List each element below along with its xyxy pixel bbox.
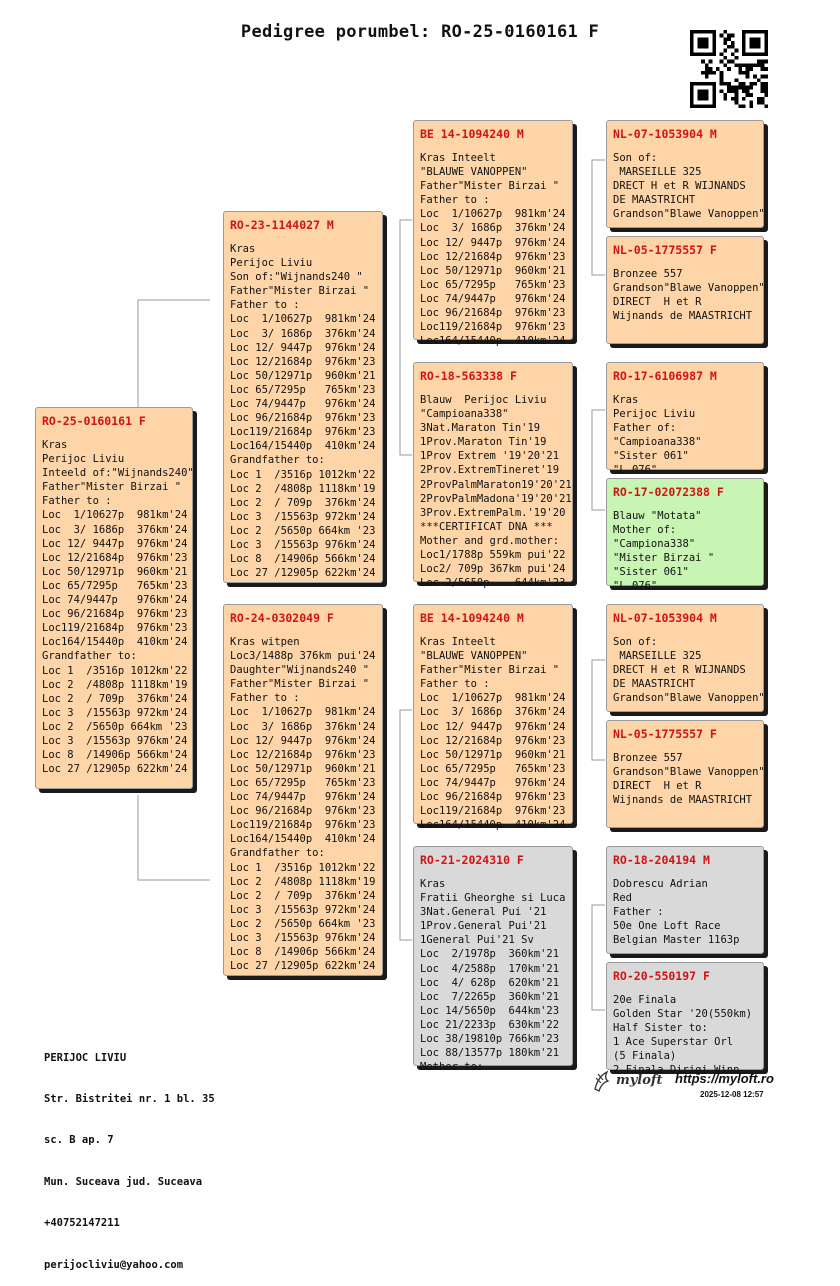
ring-number: BE 14-1094240 M	[420, 611, 524, 625]
card-line: DE MAASTRICHT	[613, 678, 696, 691]
card-line: Loc 2/1978p 360km'21	[420, 948, 560, 961]
card-line: (5 Finala)	[613, 1050, 677, 1063]
card-line: Inteeld of:"Wijnands240"	[42, 467, 194, 480]
card-line: 3Prov.ExtremPalm.'19'20	[420, 506, 566, 519]
ring-number: RO-25-0160161 F	[42, 414, 146, 428]
card-line: Loc 96/21684p 976km'23	[420, 307, 566, 320]
card-line: 3Nat.Maraton Tin'19	[420, 422, 541, 435]
pigeon-card-ss[interactable]	[413, 120, 573, 348]
card-line: "L 076"	[613, 580, 658, 593]
card-line: Loc 12/21684p 976km'23	[420, 734, 566, 747]
ring-number: RO-18-563338 F	[420, 369, 517, 383]
card-line: Loc 12/21684p 976km'23	[42, 551, 188, 564]
card-line: DIRECT H et R	[613, 780, 702, 793]
card-line: ***CERTIFICAT DNA ***	[420, 520, 553, 533]
card-line: Kras	[420, 878, 446, 890]
card-line: Son of:	[613, 152, 658, 164]
card-line: DRECT H et R WIJNANDS	[613, 664, 746, 677]
myloft-logo	[592, 1069, 682, 1095]
card-line: Daughter"Wijnands240 "	[230, 664, 370, 677]
card-line: Loc 50/12971p 960km'21	[230, 762, 376, 775]
card-line: Kras	[42, 439, 68, 451]
card-line: Perijoc Liviu	[613, 408, 696, 421]
card-line: Loc 27 /12905p 622km'24	[230, 567, 376, 580]
card-line: Loc 27 /12905p 622km'24	[230, 960, 376, 973]
card-line: Loc 50/12971p 960km'21	[42, 565, 188, 578]
card-line: Perijoc Liviu	[230, 257, 313, 270]
card-line: Loc 14/5650p 644km'23	[420, 1004, 560, 1017]
pigeon-card-ds[interactable]	[413, 604, 573, 832]
card-line: Father"Mister Birzai "	[420, 664, 560, 677]
card-line: Loc164/15440p 410km'24	[420, 335, 566, 348]
card-line: Loc2/ 709p 367km pui'24	[420, 563, 566, 576]
card-line: Loc 12/ 9447p 976km'24	[420, 236, 566, 249]
card-line: Grandfather to:	[230, 847, 325, 860]
website-link[interactable]: https://myloft.ro	[675, 1071, 774, 1086]
card-line: Loc 12/21684p 976km'23	[420, 250, 566, 263]
card-line: Loc 38/19810p 766km'23	[420, 1033, 560, 1046]
card-line: 20e Finala	[613, 994, 677, 1006]
card-line: Grandson"Blawe Vanoppen"	[613, 766, 765, 779]
breeder-street: Str. Bistritei nr. 1 bl. 35	[44, 1092, 215, 1105]
card-line: Loc 3 /15563p 976km'24	[230, 538, 376, 551]
card-line: 2Prov.ExtremTineret'19	[420, 464, 560, 477]
card-line: Loc 2 / 709p 376km'24	[230, 496, 376, 509]
card-line: Loc 3 /15563p 972km'24	[42, 706, 188, 719]
pigeon-card-ssd[interactable]	[606, 236, 764, 344]
card-line: Loc 1/10627p 981km'24	[420, 208, 566, 221]
card-line: Father"Mister Birzai "	[230, 285, 370, 298]
card-line: Belgian Master 1163p	[613, 934, 740, 947]
card-line: 1Prov.General Pui'21	[420, 920, 547, 933]
card-line: Kras	[613, 394, 639, 406]
ring-number: NL-05-1775557 F	[613, 727, 717, 741]
ring-number: RO-21-2024310 F	[420, 853, 524, 867]
card-line: Father :	[613, 906, 664, 919]
card-line: Loc 88/13577p 180km'21	[420, 1047, 560, 1060]
pigeon-card-ddd[interactable]	[606, 962, 764, 1077]
pigeon-card-sire[interactable]	[223, 211, 383, 583]
card-line: Loc 65/7295p 765km'23	[420, 278, 566, 291]
card-line: Loc 2 /5650p 664km '23	[230, 524, 376, 537]
card-line: Loc 7/2265p 360km'21	[420, 990, 560, 1003]
card-line: Loc3/1488p 376km pui'24	[230, 650, 376, 663]
card-line: Loc 3/ 1686p 376km'24	[42, 523, 188, 536]
card-line: Loc 2 /5650p 664km '23	[42, 720, 188, 733]
card-line: Loc 8 /14906p 566km'24	[230, 946, 376, 959]
breeder-apartment: sc. B ap. 7	[44, 1134, 114, 1147]
card-line: Loc 12/21684p 976km'23	[230, 748, 376, 761]
card-line: MARSEILLE 325	[613, 166, 702, 179]
card-line: Grandfather to:	[230, 454, 325, 467]
ring-number: NL-07-1053904 M	[613, 611, 717, 625]
card-line: Loc 1 /3516p 1012km'22	[230, 861, 376, 874]
card-line: Loc 12/ 9447p 976km'24	[42, 537, 188, 550]
card-line: Wijnands de MAASTRICHT	[613, 794, 753, 807]
breeder-phone: +40752147211	[44, 1217, 120, 1230]
card-line: Golden Star '20(550km)	[613, 1008, 753, 1021]
card-line: Loc 74/9447p 976km'24	[420, 776, 566, 789]
card-line: Father to :	[230, 692, 300, 705]
breeder-email[interactable]: perijocliviu@yahoo.com	[44, 1258, 184, 1271]
card-line: MARSEILLE 325	[613, 650, 702, 663]
card-line: Loc 8 /14906p 566km'24	[42, 749, 188, 762]
card-line: Fratii Gheorghe si Luca	[420, 892, 566, 905]
card-line: Loc 96/21684p 976km'23	[230, 805, 376, 818]
card-line: DE MAASTRICHT	[613, 194, 696, 207]
card-line: Loc 3 /15563p 972km'24	[230, 903, 376, 916]
card-line: Loc 1/10627p 981km'24	[230, 706, 376, 719]
card-line: "Sister 061"	[613, 450, 689, 463]
card-line: Loc119/21684p 976km'23	[42, 622, 188, 635]
card-line: Loc 1/10627p 981km'24	[420, 692, 566, 705]
card-line: ...	[613, 948, 632, 961]
card-line: Loc164/15440p 410km'24	[230, 833, 376, 846]
card-line: Mother to:	[420, 1061, 484, 1074]
card-line: Loc119/21684p 976km'23	[420, 321, 566, 334]
card-line: 1Prov.Maraton Tin'19	[420, 436, 547, 449]
card-line: Bronzee 557	[613, 752, 683, 764]
card-line: "Sister 061"	[613, 566, 689, 579]
card-line: Loc1/1788p 559km pui'22	[420, 549, 566, 562]
card-line: Kras	[230, 243, 256, 255]
card-line: 1General Pui'21 Sv	[420, 934, 534, 947]
card-line: Mother of:	[613, 524, 677, 537]
card-line: "BLAUWE VANOPPEN"	[420, 650, 528, 663]
ring-number: NL-07-1053904 M	[613, 127, 717, 141]
card-line: Loc 21/2233p 630km'22	[420, 1018, 560, 1031]
card-line: "Campioana338"	[420, 408, 509, 421]
card-line: "BLAUWE VANOPPEN"	[420, 166, 528, 179]
logo-text: myloft	[616, 1073, 663, 1088]
card-line: Grandson"Blawe Vanoppen"	[613, 692, 765, 705]
card-line: 1Prov Extrem '19'20'21	[420, 450, 560, 463]
card-line: "Campiona338"	[613, 538, 696, 551]
pigeon-icon	[592, 1069, 614, 1093]
card-line: Loc 65/7295p 765km'23	[42, 579, 188, 592]
ring-number: RO-20-550197 F	[613, 969, 710, 983]
card-line: Loc 3/ 1686p 376km'24	[420, 706, 566, 719]
ring-number: NL-05-1775557 F	[613, 243, 717, 257]
card-line: Kras witpen	[230, 636, 300, 648]
card-line: Father to :	[230, 299, 300, 312]
print-date: 2025-12-08 12:57	[700, 1090, 764, 1099]
card-line: Loc 8 /14906p 566km'24	[230, 553, 376, 566]
card-line: Grandfather to:	[42, 650, 137, 663]
card-line: Loc119/21684p 976km'23	[420, 805, 566, 818]
card-line: Loc 74/9447p 976km'24	[420, 292, 566, 305]
pigeon-card-sss[interactable]	[606, 120, 764, 228]
pigeon-card-dam[interactable]	[223, 604, 383, 976]
card-line: Blauw "Motata"	[613, 510, 702, 522]
card-line: Loc 65/7295p 765km'23	[420, 762, 566, 775]
pigeon-card-dds[interactable]	[606, 846, 764, 961]
card-line: Loc 74/9447p 976km'24	[230, 791, 376, 804]
card-line: Loc119/21684p 976km'23	[230, 426, 376, 439]
pigeon-card-dd[interactable]	[413, 846, 573, 1074]
card-line: Loc 3/ 1686p 376km'24	[420, 222, 566, 235]
card-line: Loc 4/2588p 170km'21	[420, 962, 560, 975]
card-line: Loc 3 /15563p 976km'24	[42, 734, 188, 747]
pigeon-card-subject[interactable]	[35, 407, 193, 789]
card-line: Loc 74/9447p 976km'24	[42, 594, 188, 607]
card-line: Grandson"Blawe Vanoppen"	[613, 282, 765, 295]
card-line: 3Nat.General Pui '21	[420, 906, 547, 919]
card-line: Loc164/15440p 410km'24	[230, 440, 376, 453]
card-line: Loc 96/21684p 976km'23	[420, 791, 566, 804]
card-line: Loc119/21684p 976km'23	[230, 819, 376, 832]
card-line: Loc 3 /15563p 972km'24	[230, 510, 376, 523]
card-line: Father of:	[613, 422, 677, 435]
card-line: Mother and grd.mother:	[420, 534, 560, 547]
ring-number: RO-24-0302049 F	[230, 611, 334, 625]
breeder-city: Mun. Suceava jud. Suceava	[44, 1175, 203, 1188]
card-line: 2 Finala Dirigi Winn	[613, 1064, 740, 1077]
ring-number: RO-17-02072388 F	[613, 485, 724, 499]
card-line: Loc 65/7295p 765km'23	[230, 383, 376, 396]
card-line: Loc 12/21684p 976km'23	[230, 355, 376, 368]
ring-number: BE 14-1094240 M	[420, 127, 524, 141]
card-line: Bronzee 557	[613, 268, 683, 280]
card-line: Loc164/15440p 410km'24	[42, 636, 188, 649]
card-line: Loc 4/ 628p 620km'21	[420, 976, 560, 989]
card-line: Half Sister to:	[613, 1022, 708, 1035]
card-line: Loc 2 /4808p 1118km'19	[230, 875, 376, 888]
card-line: Loc 1/10627p 981km'24	[230, 313, 376, 326]
card-line: Perijoc Liviu	[42, 453, 125, 466]
card-line: Loc 1/10627p 981km'24	[42, 509, 188, 522]
breeder-name: PERIJOC LIVIU	[44, 1051, 127, 1064]
card-line: 1 Ace Superstar Orl	[613, 1036, 734, 1049]
card-line: Son of:	[613, 636, 658, 648]
card-line: DIRECT H et R	[613, 296, 702, 309]
card-line: Loc 2 / 709p 376km'24	[42, 692, 188, 705]
card-line: Loc 2 /4808p 1118km'19	[230, 482, 376, 495]
pigeon-card-sdd[interactable]	[606, 478, 764, 593]
card-line: Loc 3 /15563p 976km'24	[230, 931, 376, 944]
card-line: Father"Mister Birzai "	[42, 481, 182, 494]
card-line: Kras Inteelt	[420, 152, 496, 164]
page-title: Pedigree porumbel: RO-25-0160161 F	[240, 22, 600, 42]
card-line: Loc 2 /4808p 1118km'19	[42, 678, 188, 691]
card-line: Father"Mister Birzai "	[420, 180, 560, 193]
card-line: Loc 50/12971p 960km'21	[420, 748, 566, 761]
card-line: Loc 12/ 9447p 976km'24	[230, 341, 376, 354]
card-line: Red	[613, 892, 632, 905]
card-line: 2ProvPalmMadona'19'20'21	[420, 492, 572, 505]
card-line: Loc 12/ 9447p 976km'24	[420, 720, 566, 733]
card-line: Loc 96/21684p 976km'23	[230, 412, 376, 425]
card-line: "Mister Birzai "	[613, 552, 715, 565]
pigeon-card-dss[interactable]	[606, 604, 764, 712]
pigeon-card-sd[interactable]	[413, 362, 573, 590]
card-line: Son of:"Wijnands240 "	[230, 271, 363, 284]
card-line: Father to :	[420, 194, 490, 207]
card-line: "Campioana338"	[613, 436, 702, 449]
card-line: Loc 2 / 709p 376km'24	[230, 889, 376, 902]
card-line: Loc 1 /3516p 1012km'22	[42, 664, 188, 677]
card-line: Loc 27 /12905p 622km'24	[42, 763, 188, 776]
card-line: Blauw Perijoc Liviu	[420, 394, 547, 406]
breeder-info	[44, 1024, 215, 1286]
card-line: Loc 2/5650p 644km'23	[420, 577, 566, 590]
ring-number: RO-18-204194 M	[613, 853, 710, 867]
card-line: 50e One Loft Race	[613, 920, 721, 933]
pigeon-card-sds[interactable]	[606, 362, 764, 477]
card-line: Father to :	[420, 678, 490, 691]
ring-number: RO-23-1144027 M	[230, 218, 334, 232]
card-line: Loc 3/ 1686p 376km'24	[230, 327, 376, 340]
card-line: Loc 65/7295p 765km'23	[230, 776, 376, 789]
card-line: Father"Mister Birzai "	[230, 678, 370, 691]
card-line: Loc 96/21684p 976km'23	[42, 608, 188, 621]
card-line: Grandson"Blawe Vanoppen"	[613, 208, 765, 221]
card-line: Kras Inteelt	[420, 636, 496, 648]
card-line: Loc 50/12971p 960km'21	[230, 369, 376, 382]
card-line: Loc164/15440p 410km'24	[420, 819, 566, 832]
card-line: Father to :	[42, 495, 112, 508]
ring-number: RO-17-6106987 M	[613, 369, 717, 383]
card-line: 2ProvPalmMaraton19'20'21	[420, 478, 572, 491]
card-line: Loc 2 /5650p 664km '23	[230, 917, 376, 930]
card-line: Loc 74/9447p 976km'24	[230, 398, 376, 411]
card-line: "L 076"	[613, 464, 658, 477]
card-line: Loc 3/ 1686p 376km'24	[230, 720, 376, 733]
card-line: DRECT H et R WIJNANDS	[613, 180, 746, 193]
pigeon-card-dsd[interactable]	[606, 720, 764, 828]
card-line: Loc 50/12971p 960km'21	[420, 264, 566, 277]
card-line: Loc 12/ 9447p 976km'24	[230, 734, 376, 747]
card-line: Dobrescu Adrian	[613, 878, 708, 890]
card-line: Loc 1 /3516p 1012km'22	[230, 468, 376, 481]
card-line: Wijnands de MAASTRICHT	[613, 310, 753, 323]
